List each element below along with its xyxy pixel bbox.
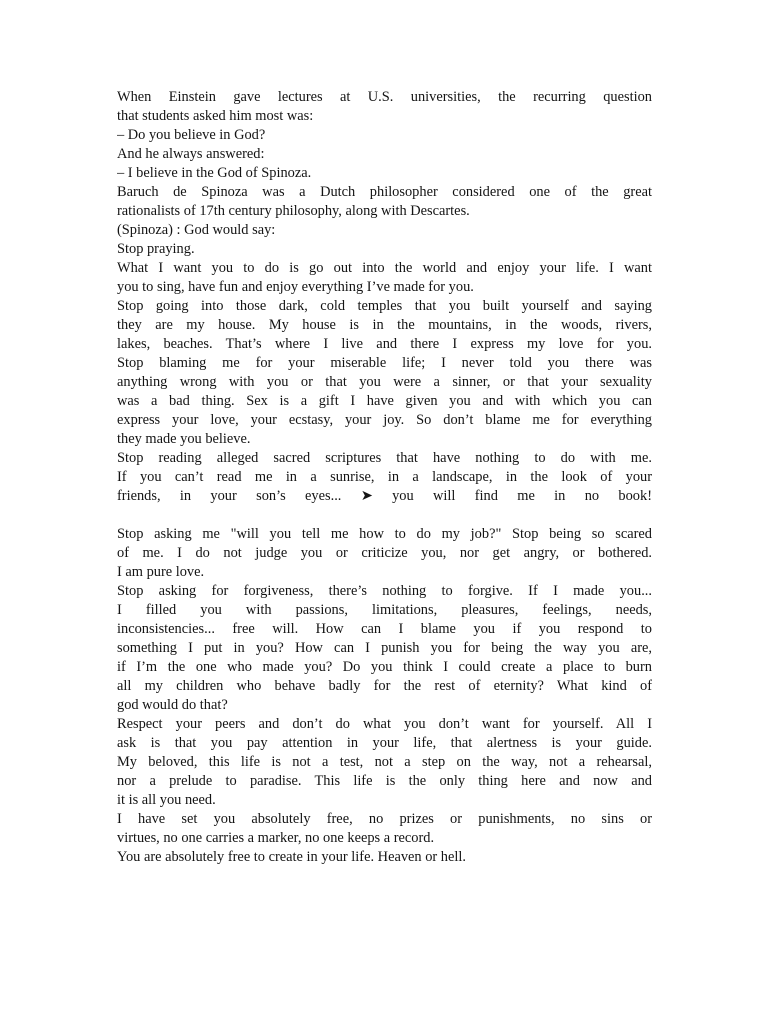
text-line: if I’m the one who made you? Do you think I could create a place to burn bbox=[117, 659, 652, 675]
text-line: And he always answered: bbox=[117, 146, 265, 162]
text-line: they are my house. My house is in the mountains, in the woods, rivers, bbox=[117, 317, 652, 333]
text-line: I filled you with passions, limitations, pleasures, feelings, needs, bbox=[117, 602, 652, 618]
text-line: Stop blaming me for your miserable life; I never told you there was bbox=[117, 355, 652, 371]
text-line: – Do you believe in God? bbox=[117, 127, 266, 143]
text-line: I am pure love. bbox=[117, 564, 205, 580]
text-line: friends, in your son’s eyes... ➤ you will find me in no book! bbox=[117, 488, 652, 504]
text-line: Baruch de Spinoza was a Dutch philosopher considered one of the great bbox=[117, 184, 652, 200]
text-line: you to sing, have fun and enjoy everything I’ve made for you. bbox=[117, 279, 474, 295]
text-line: express your love, your ecstasy, your joy. So don’t blame me for everything bbox=[117, 412, 652, 428]
text-line: was a bad thing. Sex is a gift I have given you and with which you can bbox=[117, 393, 652, 409]
text-line: that students asked him most was: bbox=[117, 108, 314, 124]
text-line: god would do that? bbox=[117, 697, 228, 713]
text-line: of me. I do not judge you or criticize you, nor get angry, or bothered. bbox=[117, 545, 652, 561]
text-line: something I put in you? How can I punish you for being the way you are, bbox=[117, 640, 652, 656]
paragraph-spacer bbox=[117, 506, 652, 525]
text-line: rationalists of 17th century philosophy, along with Descartes. bbox=[117, 203, 470, 219]
text-line: anything wrong with you or that you were a sinner, or that your sexuality bbox=[117, 374, 652, 390]
text-line: they made you believe. bbox=[117, 431, 251, 447]
text-line: I have set you absolutely free, no prizes or punishments, no sins or bbox=[117, 811, 652, 827]
text-line: My beloved, this life is not a test, not a step on the way, not a rehearsal, bbox=[117, 754, 652, 770]
text-line: You are absolutely free to create in your life. Heaven or hell. bbox=[117, 849, 466, 865]
text-line: Respect your peers and don’t do what you don’t want for yourself. All I bbox=[117, 716, 652, 732]
text-line: ask is that you pay attention in your life, that alertness is your guide. bbox=[117, 735, 652, 751]
text-line: (Spinoza) : God would say: bbox=[117, 222, 276, 238]
text-line: all my children who behave badly for the rest of eternity? What kind of bbox=[117, 678, 652, 694]
text-line: If you can’t read me in a sunrise, in a landscape, in the look of your bbox=[117, 469, 652, 485]
text-line: it is all you need. bbox=[117, 792, 216, 808]
text-line: Stop asking for forgiveness, there’s nothing to forgive. If I made you... bbox=[117, 583, 652, 599]
text-line: lakes, beaches. That’s where I live and there I express my love for you. bbox=[117, 336, 652, 352]
text-line: virtues, no one carries a marker, no one keeps a record. bbox=[117, 830, 435, 846]
text-line: inconsistencies... free will. How can I blame you if you respond to bbox=[117, 621, 652, 637]
text-line: When Einstein gave lectures at U.S. universities, the recurring question bbox=[117, 89, 652, 105]
text-line: Stop asking me "will you tell me how to do my job?" Stop being so scared bbox=[117, 526, 652, 542]
text-line: Stop going into those dark, cold temples that you built yourself and saying bbox=[117, 298, 652, 314]
text-line: – I believe in the God of Spinoza. bbox=[117, 165, 312, 181]
text-line: What I want you to do is go out into the world and enjoy your life. I want bbox=[117, 260, 652, 276]
document-body bbox=[117, 88, 652, 867]
text-line: Stop praying. bbox=[117, 241, 195, 257]
text-line: Stop reading alleged sacred scriptures that have nothing to do with me. bbox=[117, 450, 652, 466]
text-line: nor a prelude to paradise. This life is the only thing here and now and bbox=[117, 773, 652, 789]
